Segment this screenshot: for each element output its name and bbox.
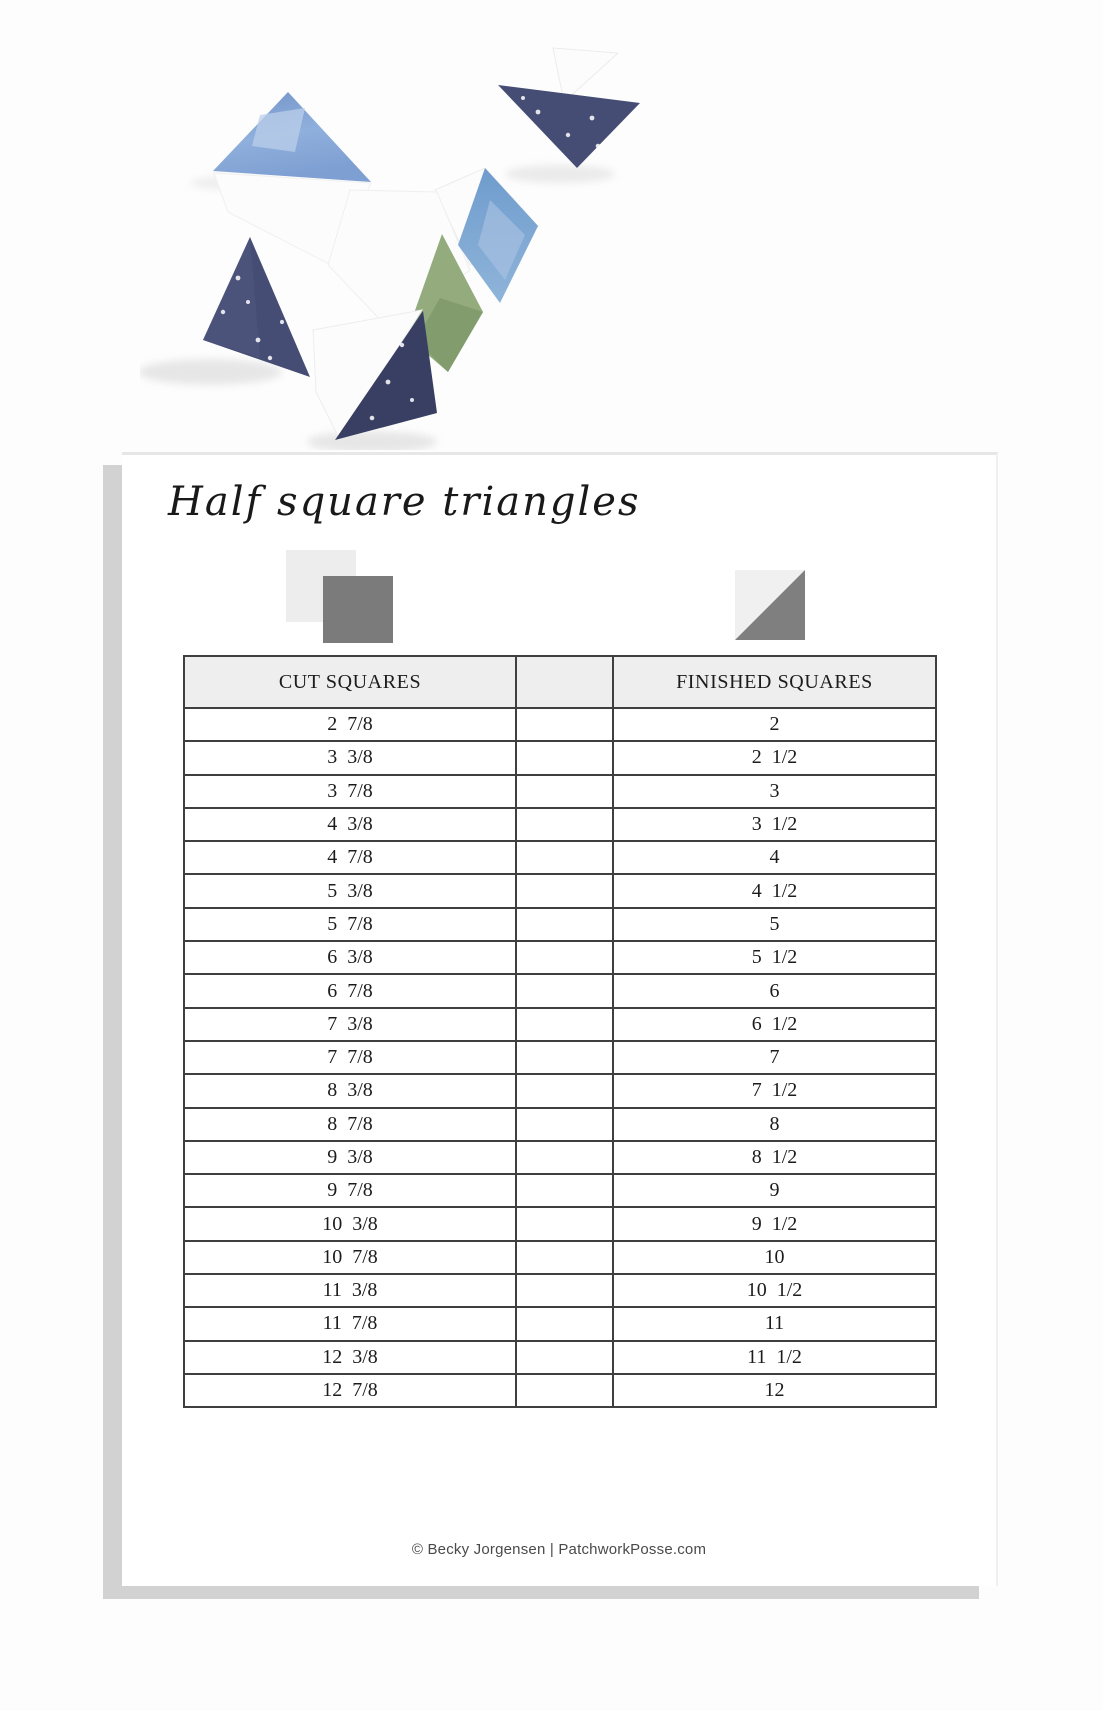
spacer-cell: [516, 1241, 613, 1274]
table-row: [184, 974, 936, 1007]
cut-size-cell: 9 3/8: [184, 1141, 516, 1174]
cut-size-cell: 3 7/8: [184, 775, 516, 808]
table-row: [184, 1207, 936, 1240]
spacer-cell: [516, 974, 613, 1007]
spacer-cell: [516, 1041, 613, 1074]
cut-size-cell: 8 3/8: [184, 1074, 516, 1107]
half-square-triangle-icon: [735, 570, 805, 640]
cut-squares-header: CUT SQUARES: [184, 656, 516, 708]
spacer-cell: [516, 708, 613, 741]
table-row: [184, 775, 936, 808]
spacer-cell: [516, 1074, 613, 1107]
table-row: [184, 708, 936, 741]
table-row: [184, 941, 936, 974]
finished-size-cell: 8: [613, 1108, 936, 1141]
cut-size-cell: 4 7/8: [184, 841, 516, 874]
finished-size-cell: 10 1/2: [613, 1274, 936, 1307]
spacer-cell: [516, 1274, 613, 1307]
photo-shadow: [140, 359, 282, 385]
spacer-cell: [516, 1174, 613, 1207]
spacer-cell: [516, 1008, 613, 1041]
cut-size-cell: 7 7/8: [184, 1041, 516, 1074]
table-row: [184, 874, 936, 907]
table-row: [184, 908, 936, 941]
photo-shadow: [505, 165, 615, 183]
printable-sheet: [122, 452, 998, 1586]
finished-size-cell: 10: [613, 1241, 936, 1274]
table-row: [184, 1241, 936, 1274]
table-row: [184, 841, 936, 874]
cut-size-cell: 11 3/8: [184, 1274, 516, 1307]
spacer-cell: [516, 1374, 613, 1407]
table-header-row: [184, 656, 936, 708]
finished-size-cell: 7 1/2: [613, 1074, 936, 1107]
hst-size-table: [183, 655, 937, 1408]
cut-size-cell: 12 7/8: [184, 1374, 516, 1407]
finished-size-cell: 4: [613, 841, 936, 874]
finished-size-cell: 6 1/2: [613, 1008, 936, 1041]
spacer-cell: [516, 874, 613, 907]
finished-size-cell: 11: [613, 1307, 936, 1340]
spacer-cell: [516, 741, 613, 774]
spacer-cell: [516, 908, 613, 941]
cut-size-cell: 2 7/8: [184, 708, 516, 741]
finished-size-cell: 3 1/2: [613, 808, 936, 841]
table-row: [184, 1374, 936, 1407]
finished-size-cell: 9 1/2: [613, 1207, 936, 1240]
table-row: [184, 1074, 936, 1107]
finished-size-cell: 3: [613, 775, 936, 808]
cut-size-cell: 12 3/8: [184, 1341, 516, 1374]
finished-size-cell: 4 1/2: [613, 874, 936, 907]
navy-fabric-shade: [203, 237, 260, 358]
fabric-triangles-photo: [140, 40, 700, 450]
finished-size-cell: 8 1/2: [613, 1141, 936, 1174]
cut-squares-graphic: [286, 550, 416, 663]
table-row: [184, 808, 936, 841]
table-row: [184, 1307, 936, 1340]
cut-size-cell: 7 3/8: [184, 1008, 516, 1041]
spacer-cell: [516, 808, 613, 841]
finished-squares-header: FINISHED SQUARES: [613, 656, 936, 708]
table-row: [184, 1274, 936, 1307]
spacer-header: [516, 656, 613, 708]
finished-size-cell: 2 1/2: [613, 741, 936, 774]
table-row: [184, 741, 936, 774]
finished-size-cell: 5: [613, 908, 936, 941]
cut-size-cell: 6 3/8: [184, 941, 516, 974]
finished-size-cell: 6: [613, 974, 936, 1007]
spacer-cell: [516, 1341, 613, 1374]
finished-size-cell: 7: [613, 1041, 936, 1074]
cut-size-cell: 10 7/8: [184, 1241, 516, 1274]
spacer-cell: [516, 1207, 613, 1240]
cut-size-cell: 8 7/8: [184, 1108, 516, 1141]
spacer-cell: [516, 1141, 613, 1174]
page-title: Half square triangles: [168, 479, 641, 525]
spacer-cell: [516, 941, 613, 974]
finished-size-cell: 12: [613, 1374, 936, 1407]
finished-size-cell: 2: [613, 708, 936, 741]
table-row: [184, 1174, 936, 1207]
table-row: [184, 1341, 936, 1374]
spacer-cell: [516, 1307, 613, 1340]
copyright-footer: © Becky Jorgensen | PatchworkPosse.com: [411, 1541, 707, 1558]
cut-size-cell: 4 3/8: [184, 808, 516, 841]
spacer-cell: [516, 1108, 613, 1141]
cut-size-cell: 9 7/8: [184, 1174, 516, 1207]
table-row: [184, 1008, 936, 1041]
finished-size-cell: 5 1/2: [613, 941, 936, 974]
cut-size-cell: 11 7/8: [184, 1307, 516, 1340]
table-row: [184, 1141, 936, 1174]
cut-size-cell: 6 7/8: [184, 974, 516, 1007]
table-body: [184, 708, 936, 1407]
navy-fabric-triangle: [498, 85, 640, 168]
spacer-cell: [516, 841, 613, 874]
finished-size-cell: 9: [613, 1174, 936, 1207]
cut-size-cell: 10 3/8: [184, 1207, 516, 1240]
finished-size-cell: 11 1/2: [613, 1341, 936, 1374]
cut-size-cell: 3 3/8: [184, 741, 516, 774]
table-row: [184, 1108, 936, 1141]
cut-size-cell: 5 7/8: [184, 908, 516, 941]
photo-shadow: [307, 431, 437, 450]
table-row: [184, 1041, 936, 1074]
dark-square-icon: [323, 576, 393, 643]
spacer-cell: [516, 775, 613, 808]
cut-size-cell: 5 3/8: [184, 874, 516, 907]
